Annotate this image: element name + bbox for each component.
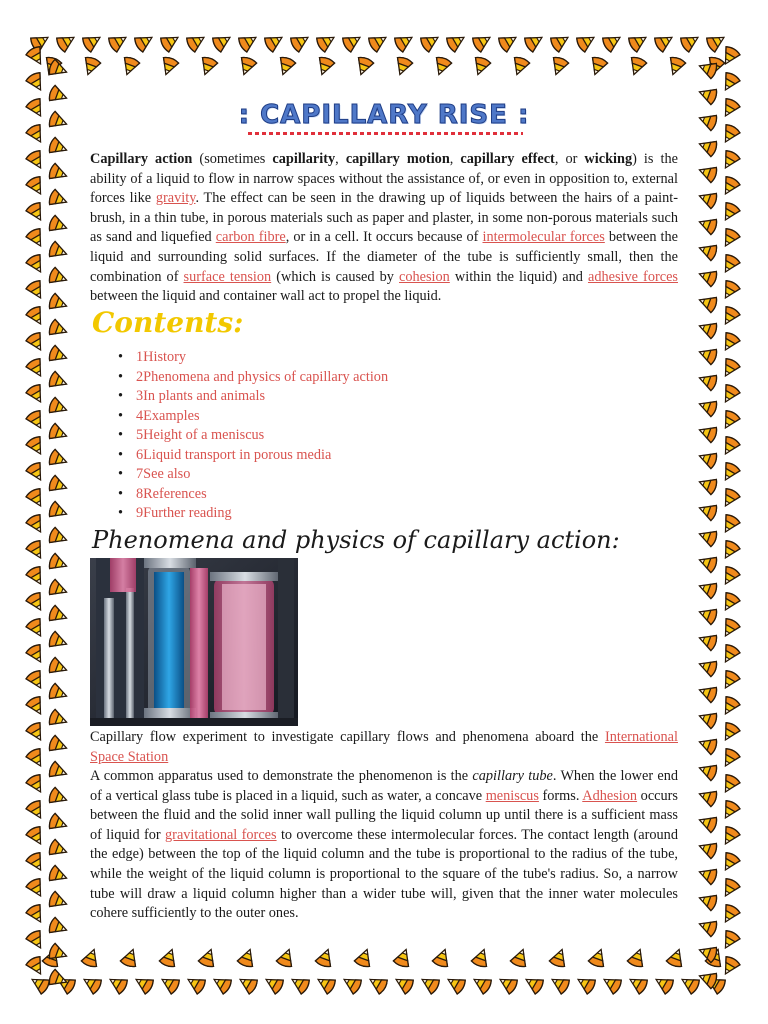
candy-corn-icon <box>159 947 180 968</box>
bullet: • <box>118 485 124 502</box>
candy-corn-icon <box>697 240 718 261</box>
candy-corn-icon <box>697 344 718 365</box>
candy-corn-icon <box>236 973 259 995</box>
candy-corn-icon <box>25 825 47 848</box>
candy-corn-icon <box>237 947 258 968</box>
candy-corn-icon <box>25 383 47 406</box>
candy-corn-icon <box>419 31 442 53</box>
candy-corn-icon <box>719 201 741 224</box>
link-meniscus[interactable]: meniscus <box>485 787 539 804</box>
text: to overcome these intermolecular forces. The contact length (around the edge) between the top of the liquid column and the tube is proportional to the radius of the tube, while the weight of the liquid column is proportional to the square of the tube's radius. So, a narrow tube will draw a liquid column higher than a wider tube will, given that the inner water molecules cohere sufficiently to the outer ones. <box>90 826 678 922</box>
text: between the liquid and container wall act to propel the liquid. <box>90 288 442 305</box>
candy-corn-icon <box>697 292 718 313</box>
toc-item[interactable] <box>118 368 388 388</box>
candy-corn-icon <box>705 31 728 53</box>
link-adhesive-forces[interactable]: adhesive forces <box>587 268 678 285</box>
candy-corn-icon <box>719 825 741 848</box>
candy-corn-icon <box>48 501 69 522</box>
candy-corn-icon <box>719 877 741 900</box>
candy-corn-icon <box>48 527 69 548</box>
candy-corn-icon <box>719 565 741 588</box>
candy-corn-icon <box>719 71 741 94</box>
candy-corn-icon <box>25 643 47 666</box>
text: , <box>449 151 461 167</box>
candy-corn-icon <box>48 475 69 496</box>
link-international-space-station[interactable]: International Space Station <box>90 729 678 765</box>
bullet: • <box>118 427 124 443</box>
toc-item-label: 6Liquid transport in porous media <box>136 446 332 463</box>
candy-corn-icon <box>315 947 336 968</box>
term: capillary motion <box>345 151 450 167</box>
candy-corn-icon <box>497 31 520 53</box>
toc-item[interactable] <box>118 426 388 446</box>
candy-corn-icon <box>276 947 297 968</box>
candy-corn-icon <box>665 56 686 77</box>
candy-corn-icon <box>354 947 375 968</box>
candy-corn-icon <box>697 162 718 183</box>
candy-corn-icon <box>587 56 608 77</box>
link-gravity[interactable]: gravity <box>155 190 196 207</box>
candy-corn-icon <box>697 266 718 287</box>
candy-corn-icon <box>211 31 234 53</box>
candy-corn-icon <box>719 461 741 484</box>
candy-corn-icon <box>444 973 467 995</box>
toc-item-label: 2Phenomena and physics of capillary action <box>136 368 389 385</box>
link-cohesion[interactable]: cohesion <box>399 268 450 285</box>
candy-corn-icon <box>25 591 47 614</box>
candy-corn-icon <box>549 947 570 968</box>
candy-corn-icon <box>48 293 69 314</box>
candy-corn-icon <box>25 149 47 172</box>
candy-corn-icon <box>48 943 69 964</box>
candy-corn-icon <box>719 643 741 666</box>
candy-corn-icon <box>627 31 650 53</box>
candy-corn-icon <box>48 215 69 236</box>
candy-corn-icon <box>48 917 69 938</box>
candy-corn-icon <box>48 553 69 574</box>
candy-corn-icon <box>25 201 47 224</box>
candy-corn-icon <box>25 409 47 432</box>
candy-corn-icon <box>25 721 47 744</box>
candy-corn-icon <box>697 318 718 339</box>
candy-corn-icon <box>697 916 718 937</box>
candy-corn-icon <box>697 838 718 859</box>
candy-corn-icon <box>25 305 47 328</box>
text: occurs between the fluid and the solid inner wall pulling the liquid column up until there is a sufficient mass of liquid for <box>90 787 678 843</box>
candy-corn-icon <box>158 56 179 77</box>
candy-corn-icon <box>697 760 718 781</box>
candy-corn-icon <box>107 31 130 53</box>
toc-item[interactable] <box>118 485 388 505</box>
toc-item-label: 4Examples <box>136 407 200 424</box>
candy-corn-icon <box>29 31 52 53</box>
candy-corn-icon <box>262 973 285 995</box>
candy-corn-icon <box>48 891 69 912</box>
caption-text: Capillary flow experiment to investigate capillary flows and phenomena aboard the <box>90 729 605 745</box>
candy-corn-icon <box>48 605 69 626</box>
title-underline <box>248 132 523 135</box>
candy-corn-icon <box>697 942 718 963</box>
candy-corn-icon <box>48 657 69 678</box>
link-surface-tension[interactable]: surface tension <box>183 268 272 285</box>
candy-corn-icon <box>48 787 69 808</box>
candy-corn-icon <box>697 188 718 209</box>
candy-corn-icon <box>28 973 51 995</box>
candy-corn-icon <box>719 487 741 510</box>
candy-corn-icon <box>719 45 741 68</box>
toc-item[interactable] <box>118 348 388 368</box>
candy-corn-icon <box>697 864 718 885</box>
candy-corn-icon <box>471 31 494 53</box>
candy-corn-icon <box>48 59 69 80</box>
candy-corn-icon <box>25 877 47 900</box>
term: capillary effect <box>460 151 555 167</box>
candy-corn-icon <box>719 773 741 796</box>
bullet: • <box>118 446 124 463</box>
candy-corn-icon <box>697 968 718 989</box>
candy-corn-icon <box>25 565 47 588</box>
text: , or <box>554 151 585 167</box>
candy-corn-icon <box>719 591 741 614</box>
candy-corn-icon <box>133 31 156 53</box>
candy-corn-icon <box>697 786 718 807</box>
candy-corn-icon <box>697 370 718 391</box>
toc-item-label: 5Height of a meniscus <box>136 427 265 443</box>
candy-corn-icon <box>275 56 296 77</box>
candy-corn-icon <box>653 31 676 53</box>
candy-corn-icon <box>159 31 182 53</box>
candy-corn-icon <box>25 487 47 510</box>
candy-corn-icon <box>719 851 741 874</box>
candy-corn-icon <box>697 58 718 79</box>
toc-item[interactable] <box>118 446 388 466</box>
text: A common apparatus used to demonstrate the phenomenon is the <box>90 768 473 784</box>
candy-corn-icon <box>48 449 69 470</box>
candy-corn-icon <box>719 721 741 744</box>
term: Capillary action <box>90 151 193 167</box>
text: within the liquid) and <box>449 268 588 285</box>
candy-corn-icon <box>184 973 207 995</box>
candy-corn-icon <box>158 973 181 995</box>
candy-corn-icon <box>719 539 741 562</box>
candy-corn-icon <box>48 865 69 886</box>
candy-corn-icon <box>25 695 47 718</box>
candy-corn-icon <box>25 227 47 250</box>
candy-corn-icon <box>719 669 741 692</box>
candy-corn-icon <box>719 799 741 822</box>
candy-corn-icon <box>185 31 208 53</box>
link-adhesion[interactable]: Adhesion <box>582 787 638 804</box>
term: capillarity <box>272 151 336 167</box>
bullet: • <box>118 349 124 365</box>
candy-corn-icon <box>678 973 701 995</box>
candy-corn-icon <box>236 56 257 77</box>
section-heading: Phenomena and physics of capillary action: <box>92 526 620 554</box>
bullet: • <box>118 368 124 385</box>
toc-item[interactable] <box>118 465 388 485</box>
candy-corn-icon <box>48 423 69 444</box>
candy-corn-icon <box>210 973 233 995</box>
candy-corn-icon <box>704 973 727 995</box>
candy-corn-icon <box>697 708 718 729</box>
link-carbon-fibre[interactable]: carbon fibre <box>215 229 286 246</box>
candy-corn-icon <box>81 31 104 53</box>
text: ) is the ability of a liquid to flow in narrow spaces without the assistance of, or even in opposition to, external forces like <box>90 151 678 207</box>
candy-corn-icon <box>314 973 337 995</box>
candy-corn-icon <box>48 683 69 704</box>
candy-corn-icon <box>48 137 69 158</box>
link-intermolecular-forces[interactable]: intermolecular forces <box>482 229 605 246</box>
candy-corn-icon <box>237 31 260 53</box>
candy-corn-icon <box>315 31 338 53</box>
candy-corn-icon <box>25 669 47 692</box>
candy-corn-icon <box>48 163 69 184</box>
candy-corn-icon <box>48 709 69 730</box>
candy-corn-icon <box>652 973 675 995</box>
candy-corn-icon <box>431 56 452 77</box>
candy-corn-icon <box>41 56 62 77</box>
toc-item-label: 1History <box>136 349 187 365</box>
candy-corn-icon <box>25 71 47 94</box>
candy-corn-icon <box>393 947 414 968</box>
candy-corn-icon <box>510 947 531 968</box>
candy-corn-icon <box>132 973 155 995</box>
candy-corn-icon <box>25 461 47 484</box>
candy-corn-icon <box>697 604 718 625</box>
candy-corn-icon <box>719 279 741 302</box>
candy-corn-icon <box>289 31 312 53</box>
candy-corn-icon <box>25 45 47 68</box>
candy-corn-icon <box>719 435 741 458</box>
text: . When the lower end of a vertical glass tube is placed in a liquid, such as water, a concave <box>90 768 678 804</box>
text: forms. <box>538 787 583 804</box>
candy-corn-icon <box>80 973 103 995</box>
candy-corn-icon <box>392 973 415 995</box>
text: (sometimes <box>192 151 273 167</box>
candy-corn-icon <box>704 56 725 77</box>
candy-corn-icon <box>197 56 218 77</box>
photo-caption <box>90 728 678 767</box>
candy-corn-icon <box>25 799 47 822</box>
candy-corn-icon <box>697 422 718 443</box>
toc-item-label: 7See also <box>136 466 191 482</box>
bullet: • <box>118 388 124 404</box>
candy-corn-icon <box>367 31 390 53</box>
candy-corn-icon <box>48 241 69 262</box>
experiment-photo <box>90 558 298 726</box>
candy-corn-icon <box>626 56 647 77</box>
candy-corn-icon <box>25 279 47 302</box>
candy-corn-icon <box>432 947 453 968</box>
candy-corn-icon <box>48 397 69 418</box>
candy-corn-icon <box>549 31 572 53</box>
candy-corn-icon <box>25 747 47 770</box>
candy-corn-icon <box>719 409 741 432</box>
candy-corn-icon <box>679 31 702 53</box>
candy-corn-icon <box>25 539 47 562</box>
candy-corn-icon <box>719 149 741 172</box>
candy-corn-icon <box>25 331 47 354</box>
candy-corn-icon <box>48 761 69 782</box>
candy-corn-icon <box>666 947 687 968</box>
candy-corn-icon <box>719 253 741 276</box>
candy-corn-icon <box>25 357 47 380</box>
candy-corn-icon <box>719 929 741 952</box>
candy-corn-icon <box>601 31 624 53</box>
text: , or in a cell. It occurs because of <box>285 229 483 246</box>
candy-corn-icon <box>697 890 718 911</box>
bullet: • <box>118 407 124 424</box>
candy-corn-icon <box>697 214 718 235</box>
candy-corn-icon <box>366 973 389 995</box>
candy-corn-icon <box>25 253 47 276</box>
text: , <box>335 151 346 167</box>
contents-list <box>118 348 388 524</box>
candy-corn-icon <box>719 955 741 978</box>
candy-corn-icon <box>55 31 78 53</box>
candy-corn-icon <box>353 56 374 77</box>
candy-corn-icon <box>697 812 718 833</box>
candy-corn-icon <box>198 947 219 968</box>
candy-corn-icon <box>697 656 718 677</box>
text: . The effect can be seen in the drawing up of liquids between the hairs of a paint-brush, in a thin tube, in porous materials such as paper and plaster, in some non-porous materials such as sand and liquefied <box>90 190 679 246</box>
toc-item[interactable] <box>118 504 388 524</box>
text: (which is caused by <box>271 268 399 285</box>
candy-corn-icon <box>719 227 741 250</box>
candy-corn-icon <box>523 31 546 53</box>
candy-corn-icon <box>548 56 569 77</box>
candy-corn-icon <box>697 682 718 703</box>
text: between the liquid and surrounding solid surfaces. If the diameter of the tube is sufficiently small, then the combination of <box>90 229 679 285</box>
candy-corn-icon <box>697 578 718 599</box>
candy-corn-icon <box>314 56 335 77</box>
intro-paragraph <box>90 150 678 307</box>
candy-corn-icon <box>719 383 741 406</box>
candy-corn-icon <box>471 947 492 968</box>
candy-corn-icon <box>288 973 311 995</box>
page-title: : CAPILLARY RISE : <box>238 100 530 130</box>
bullet: • <box>118 505 124 521</box>
candy-corn-icon <box>697 552 718 573</box>
candy-corn-icon <box>719 695 741 718</box>
candy-corn-icon <box>719 513 741 536</box>
candy-corn-icon <box>25 851 47 874</box>
candy-corn-icon <box>470 973 493 995</box>
toc-item[interactable] <box>118 407 388 427</box>
candy-corn-icon <box>340 973 363 995</box>
candy-corn-icon <box>25 175 47 198</box>
candy-corn-icon <box>509 56 530 77</box>
candy-corn-icon <box>445 31 468 53</box>
candy-corn-icon <box>25 773 47 796</box>
candy-corn-icon <box>697 734 718 755</box>
candy-corn-icon <box>25 513 47 536</box>
candy-corn-icon <box>48 579 69 600</box>
candy-corn-icon <box>42 947 63 968</box>
candy-corn-icon <box>600 973 623 995</box>
candy-corn-icon <box>25 435 47 458</box>
candy-corn-icon <box>48 267 69 288</box>
candy-corn-icon <box>341 31 364 53</box>
candy-corn-icon <box>697 526 718 547</box>
candy-corn-icon <box>418 973 441 995</box>
toc-item-label: 9Further reading <box>136 505 232 521</box>
candy-corn-icon <box>263 31 286 53</box>
candy-corn-icon <box>496 973 519 995</box>
candy-corn-icon <box>588 947 609 968</box>
candy-corn-icon <box>697 396 718 417</box>
candy-corn-icon <box>80 56 101 77</box>
candy-corn-icon <box>48 189 69 210</box>
candy-corn-icon <box>575 31 598 53</box>
candy-corn-icon <box>470 56 491 77</box>
candy-corn-icon <box>574 973 597 995</box>
candy-corn-icon <box>25 929 47 952</box>
candy-corn-icon <box>25 617 47 640</box>
candy-corn-icon <box>25 955 47 978</box>
candy-corn-icon <box>48 735 69 756</box>
candy-corn-icon <box>81 947 102 968</box>
bullet: • <box>118 466 124 482</box>
candy-corn-icon <box>719 331 741 354</box>
candy-corn-icon <box>697 474 718 495</box>
candy-corn-icon <box>119 56 140 77</box>
candy-corn-icon <box>697 630 718 651</box>
candy-corn-icon <box>48 371 69 392</box>
candy-corn-icon <box>697 136 718 157</box>
body-paragraph <box>90 767 678 924</box>
candy-corn-icon <box>106 973 129 995</box>
candy-corn-icon <box>719 357 741 380</box>
candy-corn-icon <box>719 175 741 198</box>
candy-corn-icon <box>697 448 718 469</box>
candy-corn-icon <box>25 903 47 926</box>
candy-corn-icon <box>548 973 571 995</box>
candy-corn-icon <box>719 305 741 328</box>
candy-corn-icon <box>48 631 69 652</box>
toc-item-label: 8References <box>136 485 207 502</box>
link-gravitational-forces[interactable]: gravitational forces <box>165 826 277 843</box>
candy-corn-icon <box>120 947 141 968</box>
toc-item-label: 3In plants and animals <box>136 388 266 404</box>
candy-corn-icon <box>627 947 648 968</box>
candy-corn-icon <box>393 31 416 53</box>
candy-corn-icon <box>626 973 649 995</box>
candy-corn-icon <box>719 617 741 640</box>
candy-corn-icon <box>54 973 77 995</box>
contents-heading: Contents: <box>92 306 244 339</box>
term: wicking <box>584 151 633 167</box>
toc-item[interactable] <box>118 387 388 407</box>
candy-corn-icon <box>392 56 413 77</box>
candy-corn-icon <box>705 947 726 968</box>
candy-corn-icon <box>48 345 69 366</box>
candy-corn-icon <box>48 839 69 860</box>
candy-corn-icon <box>719 747 741 770</box>
candy-corn-icon <box>48 969 69 990</box>
candy-corn-icon <box>48 319 69 340</box>
candy-corn-icon <box>522 973 545 995</box>
candy-corn-icon <box>48 813 69 834</box>
term: capillary tube <box>472 768 553 784</box>
candy-corn-icon <box>697 500 718 521</box>
candy-corn-icon <box>719 903 741 926</box>
